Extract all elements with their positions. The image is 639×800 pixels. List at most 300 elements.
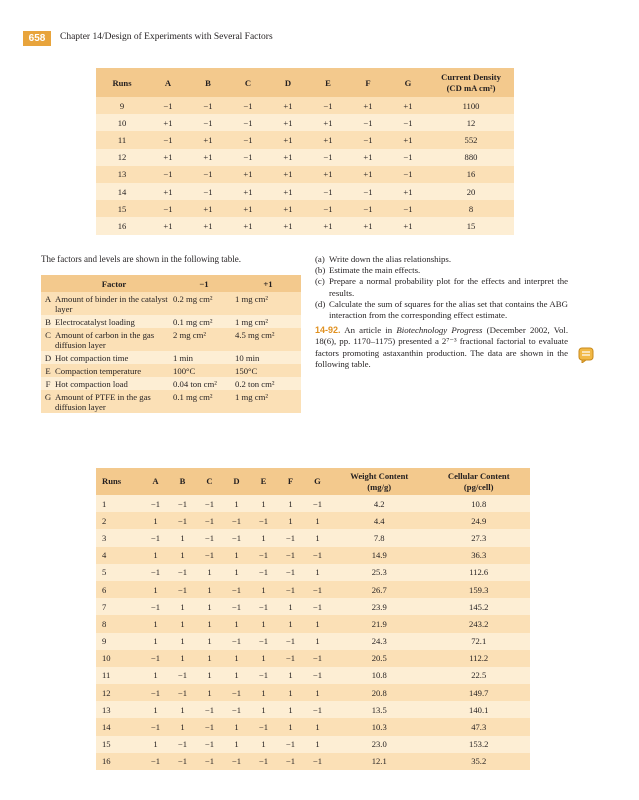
table-cell: +1	[323, 220, 333, 231]
table-cell: 16	[117, 220, 127, 231]
table-cell: 1	[277, 684, 304, 701]
table-cell: −1	[231, 601, 242, 612]
table-cell: 24.9	[427, 512, 530, 529]
table-cell: +1	[363, 152, 373, 163]
table-cell: −1	[258, 670, 269, 681]
table-cell: −1	[308, 97, 348, 114]
table-cell: 145.2	[469, 601, 489, 612]
table-cell: 1	[142, 581, 169, 598]
table-cell: 21.9	[331, 615, 427, 632]
table-cell: 1	[223, 718, 250, 735]
column-header: C	[196, 468, 223, 495]
table-cell: 16	[428, 166, 514, 183]
table-cell: 1	[169, 547, 196, 564]
weight-content-header: Weight Content (mg/g)	[331, 468, 427, 495]
table-cell: −1	[304, 753, 331, 770]
table-cell: 1	[234, 739, 239, 750]
question-item	[315, 276, 568, 298]
factor-name: Amount of PTFE in the gas diffusion layer	[55, 390, 173, 413]
table-cell: 10.3	[331, 718, 427, 735]
table-cell: −1	[188, 166, 228, 183]
table-cell: 15	[102, 739, 111, 750]
column-header: D	[268, 68, 308, 97]
table-cell: +1	[283, 186, 293, 197]
table-cell: 1	[250, 650, 277, 667]
table-cell: 1	[102, 498, 107, 509]
table-cell: −1	[196, 753, 223, 770]
factor-high: 150°C	[235, 364, 301, 377]
column-header: E	[308, 68, 348, 97]
factor-row	[41, 364, 301, 377]
table-cell: −1	[204, 532, 215, 543]
table-cell: −1	[204, 498, 215, 509]
column-header: B	[169, 468, 196, 495]
table-cell: 5	[102, 567, 107, 578]
table-cell: −1	[142, 753, 169, 770]
column-header: B	[188, 68, 228, 97]
factor-levels-table	[41, 275, 301, 413]
table-cell: −1	[312, 704, 323, 715]
table-cell: 1	[261, 532, 266, 543]
table-cell: 1	[261, 498, 266, 509]
table-cell: −1	[285, 567, 296, 578]
table-cell: −1	[150, 532, 161, 543]
table-cell: −1	[403, 152, 413, 163]
table-cell: 1	[142, 615, 169, 632]
table-cell: −1	[177, 739, 188, 750]
table-cell: 12	[466, 117, 476, 128]
table-cell: 16	[96, 753, 142, 770]
table-cell: −1	[388, 166, 428, 183]
table-cell: −1	[203, 186, 213, 197]
table-cell: 4	[96, 547, 142, 564]
question-label: (d)	[315, 298, 326, 309]
note-icon[interactable]	[578, 347, 594, 363]
table-cell: 1	[153, 636, 158, 647]
factor-low: 100°C	[173, 364, 235, 377]
table-cell: −1	[277, 753, 304, 770]
table-cell: −1	[312, 601, 323, 612]
exercise-column	[315, 254, 568, 370]
factor-low: 2 mg cm²	[173, 328, 235, 351]
table-cell: 1	[207, 601, 212, 612]
factor-letter: G	[41, 390, 55, 413]
table-cell: +1	[228, 200, 268, 217]
factor-low: 1 min	[173, 351, 235, 364]
table-row	[96, 200, 514, 217]
table-cell: −1	[231, 532, 242, 543]
table-cell: 1	[223, 615, 250, 632]
table-cell: −1	[148, 166, 188, 183]
table-cell: −1	[231, 636, 242, 647]
column-header: G	[304, 468, 331, 495]
column-header: A	[148, 68, 188, 97]
question-label: (b)	[315, 265, 326, 276]
factor-high: 1 mg cm²	[235, 390, 301, 413]
table-cell: 1	[142, 512, 169, 529]
table-cell: +1	[308, 131, 348, 148]
column-header: F	[348, 68, 388, 97]
question-item	[315, 265, 568, 276]
table-cell: 25.3	[371, 567, 387, 578]
table-cell: −1	[196, 718, 223, 735]
factor-high: 4.5 mg cm²	[235, 328, 301, 351]
table-cell: 1	[223, 547, 250, 564]
table-cell: 1	[180, 532, 185, 543]
table-cell: 10	[96, 650, 142, 667]
factor-letter: B	[41, 315, 55, 328]
table-cell: −1	[250, 512, 277, 529]
cellular-content-header: Cellular Content (pg/cell)	[427, 468, 530, 495]
table-cell: 1	[304, 718, 331, 735]
column-header: C	[228, 68, 268, 97]
factor-name: Amount of binder in the catalyst layer	[55, 292, 173, 315]
table-cell: 1	[180, 601, 185, 612]
table-cell: 20.5	[331, 650, 427, 667]
factor-letter: C	[41, 328, 55, 351]
table-cell: 1	[304, 512, 331, 529]
table-cell: −1	[142, 684, 169, 701]
table-cell: −1	[169, 581, 196, 598]
factor-letter: E	[41, 364, 55, 377]
table-cell: +1	[388, 131, 428, 148]
table-cell: −1	[277, 547, 304, 564]
table-cell: +1	[403, 220, 413, 231]
table-cell: 8	[428, 200, 514, 217]
table-cell: 1	[142, 547, 169, 564]
table-cell: +1	[283, 152, 293, 163]
table-cell: 1	[315, 567, 320, 578]
table-cell: 4.4	[331, 512, 427, 529]
table-cell: −1	[196, 547, 223, 564]
table-cell: 1	[288, 670, 293, 681]
table-cell: 11	[96, 131, 148, 148]
table-cell: 243.2	[427, 615, 530, 632]
table-cell: −1	[323, 186, 333, 197]
table-cell: −1	[148, 200, 188, 217]
table-cell: 11	[102, 670, 111, 681]
table-cell: 1	[261, 739, 266, 750]
table-row	[96, 529, 530, 546]
table-cell: −1	[363, 117, 373, 128]
table-cell: −1	[177, 567, 188, 578]
table-cell: −1	[204, 739, 215, 750]
table-cell: 1	[196, 650, 223, 667]
factor-letter: A	[41, 292, 55, 315]
table-cell: −1	[323, 152, 333, 163]
factor-header: Factor	[55, 275, 173, 292]
table-cell: +1	[188, 200, 228, 217]
table-cell: 1	[304, 615, 331, 632]
column-header: G	[388, 68, 428, 97]
table-cell: −1	[223, 581, 250, 598]
table-cell: −1	[142, 650, 169, 667]
column-header: E	[250, 468, 277, 495]
table-cell: 13	[96, 166, 148, 183]
table-cell: 1	[234, 670, 239, 681]
table-cell: 9	[102, 636, 107, 647]
table-cell: −1	[223, 684, 250, 701]
table-cell: 1	[169, 650, 196, 667]
question-list	[315, 254, 568, 321]
table-cell: −1	[258, 601, 269, 612]
factor-row	[41, 328, 301, 351]
table-cell: +1	[268, 166, 308, 183]
table-cell: −1	[285, 532, 296, 543]
table-cell: −1	[403, 117, 413, 128]
table-cell: 14	[117, 186, 127, 197]
table-cell: +1	[268, 131, 308, 148]
table-cell: −1	[196, 512, 223, 529]
table-cell: 72.1	[471, 636, 487, 647]
table-cell: 1	[180, 636, 185, 647]
table-row	[96, 667, 530, 684]
table-cell: 1	[250, 581, 277, 598]
table-cell: −1	[348, 200, 388, 217]
table-cell: 1	[169, 615, 196, 632]
table-cell: 9	[96, 97, 148, 114]
table-cell: −1	[203, 117, 213, 128]
table-cell: −1	[258, 567, 269, 578]
table-cell: 1	[288, 704, 293, 715]
table-cell: 140.1	[469, 704, 489, 715]
factor-low: 0.2 mg cm²	[173, 292, 235, 315]
table-cell: 15	[466, 220, 476, 231]
table-cell: −1	[142, 718, 169, 735]
factor-high: 1 mg cm²	[235, 315, 301, 328]
table-row	[96, 512, 530, 529]
table-cell: 149.7	[427, 684, 530, 701]
table-cell: −1	[312, 498, 323, 509]
table-row	[96, 581, 530, 598]
table-cell: 15	[96, 200, 148, 217]
table-cell: +1	[363, 220, 373, 231]
table-row	[96, 736, 530, 753]
table-cell: 47.3	[427, 718, 530, 735]
table-cell: +1	[203, 220, 213, 231]
factor-name: Compaction temperature	[55, 364, 173, 377]
table-cell: +1	[308, 166, 348, 183]
table-row	[96, 547, 530, 564]
table-cell: −1	[258, 636, 269, 647]
table-cell: +1	[348, 166, 388, 183]
table-cell: −1	[363, 186, 373, 197]
table-cell: +1	[268, 200, 308, 217]
table-cell: 27.3	[471, 532, 487, 543]
table-row	[96, 217, 514, 234]
table-cell: −1	[169, 753, 196, 770]
table-cell: 14.9	[331, 547, 427, 564]
table-cell: 1	[153, 704, 158, 715]
table-cell: 10.8	[371, 670, 387, 681]
table-cell: 1	[196, 581, 223, 598]
table-row	[96, 615, 530, 632]
question-label: (a)	[315, 254, 325, 264]
table-cell: −1	[308, 200, 348, 217]
table-cell: 35.2	[427, 753, 530, 770]
table-cell: 20	[466, 186, 476, 197]
table-cell: +1	[268, 97, 308, 114]
factor-row	[41, 351, 301, 364]
table-cell: 36.3	[427, 547, 530, 564]
factor-row	[41, 390, 301, 413]
table-cell: 10.8	[471, 498, 487, 509]
question-text: Prepare a normal probability plot for the effects and interpret the results.	[329, 276, 568, 298]
table-cell: 23.0	[371, 739, 387, 750]
table-cell: 1	[153, 670, 158, 681]
table-cell: −1	[285, 636, 296, 647]
table-cell: 1	[261, 704, 266, 715]
table-cell: 1	[169, 718, 196, 735]
table-cell: 13.5	[371, 704, 387, 715]
table-cell: −1	[250, 718, 277, 735]
table-cell: 1	[288, 601, 293, 612]
table-cell: +1	[163, 220, 173, 231]
table-cell: −1	[243, 152, 253, 163]
question-item	[315, 254, 568, 265]
table-cell: 112.2	[427, 650, 530, 667]
current-density-table	[96, 68, 514, 235]
table-row	[96, 495, 530, 512]
question-label: (c)	[315, 276, 325, 287]
table-cell: 159.3	[427, 581, 530, 598]
table-cell: 1	[250, 615, 277, 632]
table-cell: −1	[250, 753, 277, 770]
factor-low: 0.1 mg cm²	[173, 390, 235, 413]
factor-high: 10 min	[235, 351, 301, 364]
factor-low: 0.1 mg cm²	[173, 315, 235, 328]
table-cell: 112.6	[469, 567, 489, 578]
table-cell: 14	[96, 718, 142, 735]
table-cell: −1	[243, 117, 253, 128]
table-cell: 1	[304, 684, 331, 701]
table-cell: +1	[163, 186, 173, 197]
table-cell: +1	[188, 131, 228, 148]
high-level-header: +1	[235, 275, 301, 292]
table-cell: +1	[203, 152, 213, 163]
table-cell: +1	[388, 97, 428, 114]
table-cell: 1	[234, 567, 239, 578]
table-cell: −1	[169, 512, 196, 529]
table-cell: 1	[196, 684, 223, 701]
table-cell: +1	[228, 166, 268, 183]
table-row	[96, 166, 514, 183]
table-cell: −1	[285, 739, 296, 750]
table-cell: 24.3	[371, 636, 387, 647]
question-text: Write down the alias relationships.	[329, 254, 452, 264]
table-cell: −1	[148, 131, 188, 148]
table-cell: 7	[102, 601, 107, 612]
table-cell: −1	[228, 97, 268, 114]
table-cell: 8	[96, 615, 142, 632]
table-cell: −1	[304, 547, 331, 564]
table-row	[96, 149, 514, 166]
table-cell: 13	[102, 704, 111, 715]
low-level-header: −1	[173, 275, 235, 292]
factor-row	[41, 315, 301, 328]
table-cell: −1	[312, 670, 323, 681]
table-cell: 1	[207, 567, 212, 578]
astaxanthin-table	[96, 468, 530, 770]
table-cell: 2	[96, 512, 142, 529]
factor-letter: F	[41, 377, 55, 390]
table-cell: +1	[348, 97, 388, 114]
table-row	[96, 598, 530, 615]
table-cell: 1100	[428, 97, 514, 114]
table-cell: 10	[117, 117, 127, 128]
table-cell: −1	[223, 512, 250, 529]
table-cell: 1	[315, 532, 320, 543]
table-cell: +1	[243, 186, 253, 197]
table-cell: 3	[102, 532, 107, 543]
table-row	[96, 684, 530, 701]
table-cell: −1	[228, 131, 268, 148]
table-cell: 1	[277, 615, 304, 632]
table-cell: −1	[304, 650, 331, 667]
table-row	[96, 650, 530, 667]
table-cell: −1	[277, 581, 304, 598]
column-header: D	[223, 468, 250, 495]
factor-name: Amount of carbon in the gas diffusion layer	[55, 328, 173, 351]
table-cell: +1	[243, 220, 253, 231]
table-cell: −1	[169, 684, 196, 701]
table-cell: −1	[250, 547, 277, 564]
table-cell: −1	[348, 131, 388, 148]
table-header-row	[41, 275, 301, 292]
table-cell: 1	[234, 498, 239, 509]
column-header: Runs	[96, 68, 148, 97]
table-cell: +1	[163, 152, 173, 163]
table-row	[96, 753, 530, 770]
table-row	[96, 131, 514, 148]
column-header: F	[277, 468, 304, 495]
table-cell: 12	[117, 152, 127, 163]
table-cell: −1	[148, 97, 188, 114]
table-cell: +1	[283, 220, 293, 231]
table-cell: 23.9	[371, 601, 387, 612]
table-cell: 1	[277, 512, 304, 529]
factor-name: Hot compaction load	[55, 377, 173, 390]
table-header-row	[96, 68, 514, 97]
response-header: Current Density (CD mA cm²)	[428, 68, 514, 97]
table-cell: −1	[277, 650, 304, 667]
table-cell: −1	[204, 704, 215, 715]
factor-row	[41, 292, 301, 315]
factor-name: Electrocatalyst loading	[55, 315, 173, 328]
table-cell: −1	[231, 704, 242, 715]
factor-low: 0.04 ton cm²	[173, 377, 235, 390]
table-cell: −1	[150, 601, 161, 612]
factor-letter: D	[41, 351, 55, 364]
table-row	[96, 718, 530, 735]
table-cell: −1	[223, 753, 250, 770]
table-cell: +1	[323, 117, 333, 128]
factor-row	[41, 377, 301, 390]
table-row	[96, 701, 530, 718]
exercise-14-92: 14-92. An article in Biotechnology Progress (December 2002, Vol. 18(6), pp. 1170–1175) presented a 2⁷⁻³ fractional factorial to evaluate factors promoting astaxanthin production. The data are shown in the following table.	[315, 325, 569, 369]
table-cell: −1	[150, 567, 161, 578]
table-cell: 7.8	[373, 532, 385, 543]
factor-high: 0.2 ton cm²	[235, 377, 301, 390]
table-cell: −1	[188, 97, 228, 114]
table-cell: 26.7	[331, 581, 427, 598]
table-cell: 153.2	[469, 739, 489, 750]
table-cell: 20.8	[331, 684, 427, 701]
table-cell: −1	[177, 498, 188, 509]
table-row	[96, 97, 514, 114]
table-cell: 880	[464, 152, 478, 163]
table-cell: 1	[207, 636, 212, 647]
